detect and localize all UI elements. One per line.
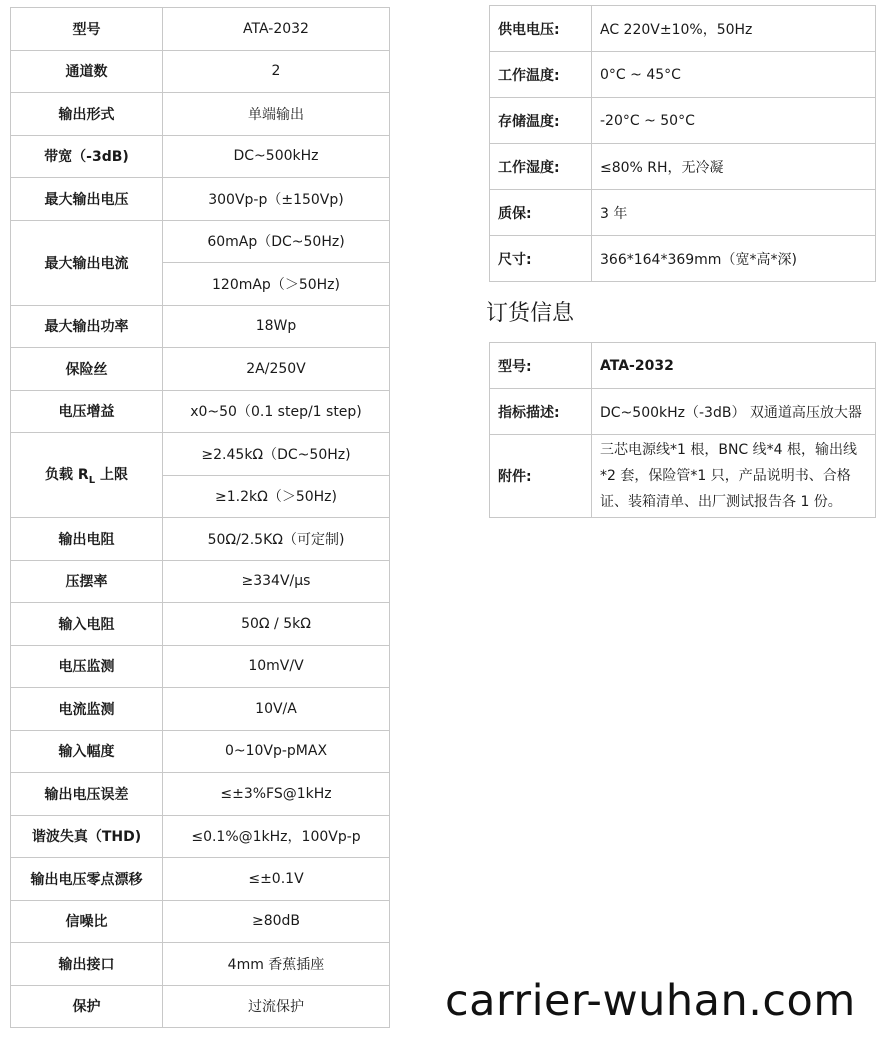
spec-value: 单端输出 — [163, 93, 390, 136]
spec-label: 压摆率 — [11, 560, 163, 603]
spec-table — [10, 7, 390, 1028]
env-label: 工作湿度: — [490, 144, 592, 190]
table-row — [490, 236, 876, 282]
table-row — [11, 348, 390, 391]
spec-label: 输出电压误差 — [11, 773, 163, 816]
table-row — [11, 985, 390, 1028]
env-value: 0°C ~ 45°C — [592, 52, 876, 98]
table-row — [11, 433, 390, 476]
spec-value: ≥1.2kΩ（＞50Hz) — [163, 475, 390, 518]
table-row — [11, 730, 390, 773]
spec-value: 10V/A — [163, 688, 390, 731]
spec-label: 输入电阻 — [11, 603, 163, 646]
order-label: 附件: — [490, 435, 592, 518]
table-row — [11, 645, 390, 688]
spec-value: ≥80dB — [163, 900, 390, 943]
table-row — [11, 603, 390, 646]
table-row — [490, 6, 876, 52]
load-label-suffix: 上限 — [95, 467, 128, 484]
env-value: 366*164*369mm（宽*高*深) — [592, 236, 876, 282]
table-row — [490, 52, 876, 98]
table-row — [11, 943, 390, 986]
env-label: 存储温度: — [490, 98, 592, 144]
table-row — [490, 389, 876, 435]
table-row — [490, 98, 876, 144]
spec-label: 输出电阻 — [11, 518, 163, 561]
env-label: 尺寸: — [490, 236, 592, 282]
spec-value: ≤±3%FS@1kHz — [163, 773, 390, 816]
table-row — [490, 190, 876, 236]
spec-value: ≤0.1%@1kHz，100Vp-p — [163, 815, 390, 858]
spec-value: ≥2.45kΩ（DC~50Hz) — [163, 433, 390, 476]
environment-table — [489, 5, 876, 282]
env-value: 3 年 — [592, 190, 876, 236]
table-row — [11, 8, 390, 51]
spec-value: 60mAp（DC~50Hz) — [163, 220, 390, 263]
table-row — [11, 390, 390, 433]
spec-value: 0~10Vp-pMAX — [163, 730, 390, 773]
spec-label: 电压增益 — [11, 390, 163, 433]
env-value: -20°C ~ 50°C — [592, 98, 876, 144]
spec-label: 保险丝 — [11, 348, 163, 391]
spec-value: 50Ω / 5kΩ — [163, 603, 390, 646]
order-table — [489, 342, 876, 518]
order-label: 指标描述: — [490, 389, 592, 435]
spec-label: 电压监测 — [11, 645, 163, 688]
spec-label: 谐波失真（THD) — [11, 815, 163, 858]
order-info-heading: 订货信息 — [486, 301, 575, 326]
order-value: DC~500kHz（-3dB） 双通道高压放大器 — [592, 389, 876, 435]
env-label: 质保: — [490, 190, 592, 236]
env-label: 工作温度: — [490, 52, 592, 98]
spec-label: 输入幅度 — [11, 730, 163, 773]
table-row — [11, 50, 390, 93]
spec-label: 最大输出电压 — [11, 178, 163, 221]
watermark-domain: carrier-wuhan.com — [445, 976, 856, 1026]
spec-label: 带宽（-3dB) — [11, 135, 163, 178]
spec-value: 18Wp — [163, 305, 390, 348]
table-row — [11, 858, 390, 901]
env-value: AC 220V±10%，50Hz — [592, 6, 876, 52]
order-value-accessories: 三芯电源线*1 根，BNC 线*4 根，输出线*2 套，保险管*1 只，产品说明书、合格证、装箱清单、出厂测试报告各 1 份。 — [592, 435, 876, 518]
table-row — [11, 900, 390, 943]
env-label: 供电电压: — [490, 6, 592, 52]
load-label-sub: L — [88, 474, 96, 486]
spec-value: x0~50（0.1 step/1 step) — [163, 390, 390, 433]
table-row — [490, 144, 876, 190]
spec-label: 最大输出功率 — [11, 305, 163, 348]
spec-value: 4mm 香蕉插座 — [163, 943, 390, 986]
table-row — [11, 135, 390, 178]
spec-value: 过流保护 — [163, 985, 390, 1028]
table-row — [11, 688, 390, 731]
spec-label: 信噪比 — [11, 900, 163, 943]
table-row — [11, 305, 390, 348]
table-row — [11, 815, 390, 858]
spec-label: 型号 — [11, 8, 163, 51]
spec-label: 保护 — [11, 985, 163, 1028]
spec-value: DC~500kHz — [163, 135, 390, 178]
spec-label: 通道数 — [11, 50, 163, 93]
spec-value: ≥334V/μs — [163, 560, 390, 603]
spec-value: 2 — [163, 50, 390, 93]
spec-value: 120mAp（＞50Hz) — [163, 263, 390, 306]
order-label: 型号: — [490, 343, 592, 389]
table-row — [11, 220, 390, 263]
table-row — [11, 178, 390, 221]
table-row — [11, 93, 390, 136]
spec-value: ≤±0.1V — [163, 858, 390, 901]
table-row — [490, 435, 876, 518]
order-value: ATA-2032 — [592, 343, 876, 389]
spec-value: ATA-2032 — [163, 8, 390, 51]
table-row — [490, 343, 876, 389]
spec-label: 输出形式 — [11, 93, 163, 136]
spec-value: 10mV/V — [163, 645, 390, 688]
env-value: ≤80% RH，无冷凝 — [592, 144, 876, 190]
spec-label: 最大输出电流 — [11, 220, 163, 305]
spec-label: 输出接口 — [11, 943, 163, 986]
spec-label-load — [11, 433, 163, 518]
spec-value: 50Ω/2.5KΩ（可定制) — [163, 518, 390, 561]
spec-label: 输出电压零点漂移 — [11, 858, 163, 901]
load-label-prefix: 负载 R — [45, 467, 89, 484]
spec-value: 2A/250V — [163, 348, 390, 391]
table-row — [11, 560, 390, 603]
spec-value: 300Vp-p（±150Vp) — [163, 178, 390, 221]
table-row — [11, 773, 390, 816]
table-row — [11, 518, 390, 561]
spec-label: 电流监测 — [11, 688, 163, 731]
